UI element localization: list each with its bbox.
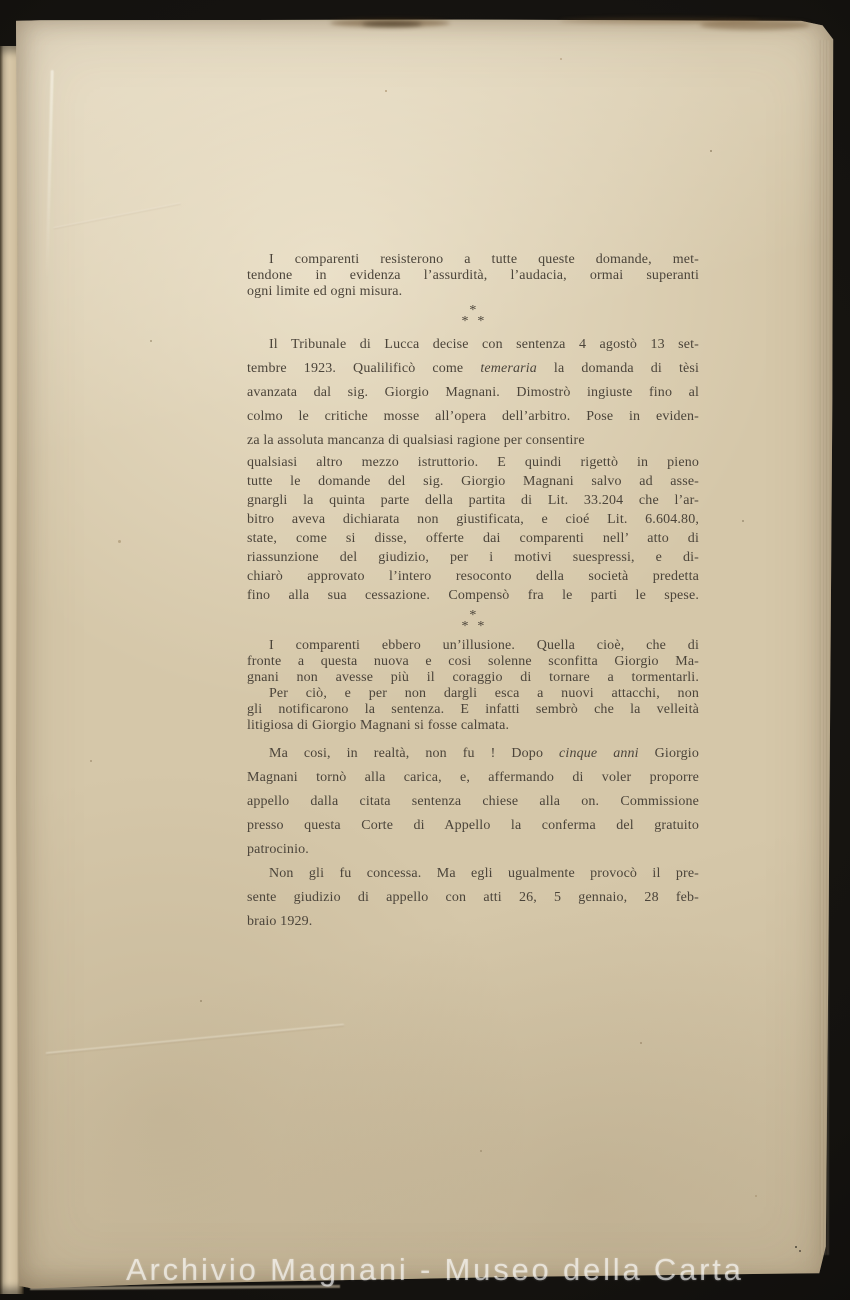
text-line: presso questa Corte di Appello la conferma del gratuito [247,818,699,833]
text-line: state, come si disse, offerte dai comparenti nell’ atto di [247,531,699,546]
paragraph [247,252,699,300]
foxing-speck [480,1150,482,1152]
paragraph [247,686,699,734]
asterisk-row: * [469,608,477,623]
archive-watermark: Archivio Magnani - Museo della Carta [126,1252,744,1287]
text-line: fronte a questa nuova e cosi solenne sconfitta Giorgio Ma- [247,654,699,669]
foxing-speck [90,760,92,762]
text-line: I comparenti ebbero un’illusione. Quella cioè, che di [269,638,699,653]
text-line: appello dalla citata sentenza chiese alla on. Commissione [247,794,699,809]
text-line: tembre 1923. Qualilificò come temeraria la domanda di tèsi [247,361,699,376]
foxing-speck [710,150,712,152]
paragraph [247,638,699,686]
foxing-speck [799,1250,801,1252]
text-line: ogni limite ed ogni misura. [247,284,403,299]
paragraph [247,742,699,862]
text-line: fino alla sua cessazione. Compensò fra le parti le spese. [247,588,699,603]
text-line: bitro aveva dichiarata non giustificata, e cioé Lit. 6.604.80, [247,512,699,527]
asterisk-separator [247,303,699,329]
foxing-speck [560,58,562,60]
text-line: gnani non avesse più il coraggio di tornare a tormentarli. [247,670,699,685]
paragraph [247,453,699,605]
right-page-edges [820,40,829,1255]
text-line: Ma cosi, in realtà, non fu ! Dopo cinque anni Giorgio [269,746,699,761]
text-line: za la assoluta mancanza di qualsiasi ragione per consentire [247,433,585,448]
asterisk-row: * [469,303,477,318]
text-line: braio 1929. [247,914,313,929]
text-line: Per ciò, e per non dargli esca a nuovi attacchi, non [269,686,699,701]
paragraph [247,862,699,934]
foxing-speck [200,1000,202,1002]
text-line: gnargli la quinta parte della partita di Lit. 33.204 che l’ar- [247,493,699,508]
text-line: sente giudizio di appello con atti 26, 5 gennaio, 28 feb- [247,890,699,905]
text-line: riassunzione del giudizio, per i motivi suespressi, e di- [247,550,699,565]
paragraph [247,333,699,453]
foxing-speck [640,1042,642,1044]
text-line: colmo le critiche mosse all’opera dell’arbitro. Pose in eviden- [247,409,699,424]
text-line: patrocinio. [247,842,309,857]
top-edge-stain [362,21,422,27]
foxing-speck [150,340,152,342]
text-line: avanzata dal sig. Giorgio Magnani. Dimostrò ingiuste fino al [247,385,699,400]
text-line: tutte le domande del sig. Giorgio Magnani salvo ad asse- [247,474,699,489]
text-line: chiarò approvato l’intero resoconto della società predetta [247,569,699,584]
foxing-speck [118,540,121,543]
asterisk-row: * * [461,314,485,329]
asterisk-row: * * [461,619,485,634]
foxing-speck [755,1195,757,1197]
top-edge-stain [700,20,810,30]
text-line: Magnani tornò alla carica, e, affermando di voler proporre [247,770,699,785]
text-line: Non gli fu concessa. Ma egli ugualmente provocò il pre- [269,866,699,881]
text-line: Il Tribunale di Lucca decise con sentenza 4 agostò 13 set- [269,337,699,352]
foxing-speck [795,1246,797,1248]
foxing-speck [385,90,387,92]
foxing-speck [742,520,744,522]
text-line: gli notificarono la sentenza. E infatti sembrò che la velleità [247,702,699,717]
text-line: I comparenti resisterono a tutte queste domande, met- [269,252,699,267]
text-line: qualsiasi altro mezzo istruttorio. E quindi rigettò in pieno [247,455,699,470]
asterisk-separator [247,608,699,634]
text-line: litigiosa di Giorgio Magnani si fosse calmata. [247,718,510,733]
text-block [247,252,699,934]
text-line: tendone in evidenza l’assurdità, l’audacia, ormai superanti [247,268,699,283]
